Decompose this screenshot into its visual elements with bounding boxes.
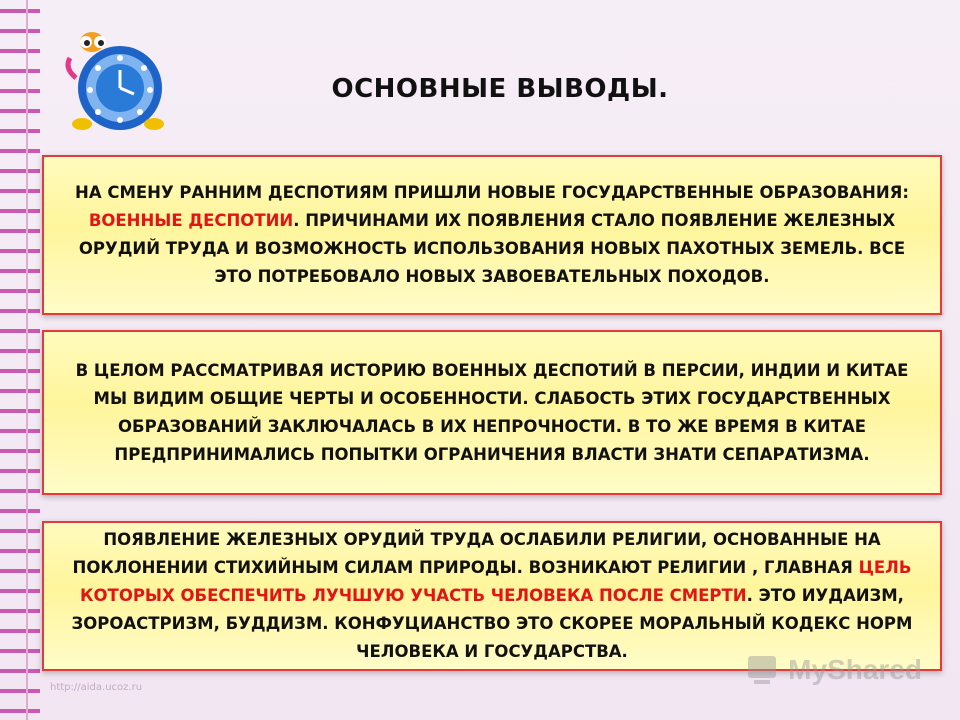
conclusion-3-highlight: ЦЕЛЬ КОТОРЫХ ОБЕСПЕЧИТЬ ЛУЧШУЮ УЧАСТЬ ЧЕЛОВЕКА ПОСЛЕ СМЕРТИ — [80, 558, 912, 605]
conclusion-text-1 — [66, 179, 918, 291]
conclusion-box-3 — [42, 521, 942, 671]
cartoon-clock-icon — [62, 28, 170, 136]
slide-title: ОСНОВНЫЕ ВЫВОДЫ. — [331, 74, 669, 104]
conclusion-box-1 — [42, 155, 942, 315]
conclusion-1-highlight: ВОЕННЫЕ ДЕСПОТИИ — [88, 211, 294, 230]
watermark — [746, 652, 922, 688]
conclusion-text-2: В ЦЕЛОМ РАССМАТРИВАЯ ИСТОРИЮ ВОЕННЫХ ДЕСПОТИЙ В ПЕРСИИ, ИНДИИ И КИТАЕ МЫ ВИДИМ ОБЩИЕ ЧЕРТЫ И ОСОБЕННОСТИ. СЛАБОСТЬ ЭТИХ ГОСУДАРСТВЕННЫХ ОБРАЗОВАНИЙ ЗАКЛЮЧАЛАСЬ В ИХ НЕПРОЧНОСТИ. В ТО ЖЕ ВРЕМЯ В КИТАЕ ПРЕДПРИНИМАЛИСЬ ПОПЫТКИ ОГРАНИЧЕНИЯ ВЛАСТИ ЗНАТИ СЕПАРАТИЗМА. — [75, 360, 909, 464]
conclusion-3-part-1: ПОЯВЛЕНИЕ ЖЕЛЕЗНЫХ ОРУДИЙ ТРУДА ОСЛАБИЛИ РЕЛИГИИ, ОСНОВАННЫЕ НА ПОКЛОНЕНИИ СТИХИЙНЫМ СИЛАМ ПРИРОДЫ. ВОЗНИКАЮТ РЕЛИГИИ , ГЛАВНАЯ — [72, 530, 881, 577]
myshared-logo-icon — [746, 652, 782, 688]
conclusion-1-part-1: НА СМЕНУ РАННИМ ДЕСПОТИЯМ ПРИШЛИ НОВЫЕ ГОСУДАРСТВЕННЫЕ ОБРАЗОВАНИЯ: — [75, 183, 909, 202]
conclusion-text-3 — [66, 526, 918, 666]
source-url[interactable]: http://aida.ucoz.ru — [50, 682, 143, 693]
notebook-spiral — [0, 0, 40, 720]
watermark-text: MyShared — [788, 654, 922, 685]
conclusion-3-part-2: . ЭТО ИУДАИЗМ, ЗОРОАСТРИЗМ, БУДДИЗМ. КОНФУЦИАНСТВО ЭТО СКОРЕЕ МОРАЛЬНЫЙ КОДЕКС НОРМ ЧЕЛОВЕКА И ГОСУДАРСТВА. — [71, 586, 913, 661]
conclusion-box-2 — [42, 330, 942, 495]
conclusion-1-part-2: . ПРИЧИНАМИ ИХ ПОЯВЛЕНИЯ СТАЛО ПОЯВЛЕНИЕ ЖЕЛЕЗНЫХ ОРУДИЙ ТРУДА И ВОЗМОЖНОСТЬ ИСПОЛЬЗОВАНИЯ НОВЫХ ПАХОТНЫХ ЗЕМЕЛЬ. ВСЕ ЭТО ПОТРЕБОВАЛО НОВЫХ ЗАВОЕВАТЕЛЬНЫХ ПОХОДОВ. — [78, 211, 906, 286]
